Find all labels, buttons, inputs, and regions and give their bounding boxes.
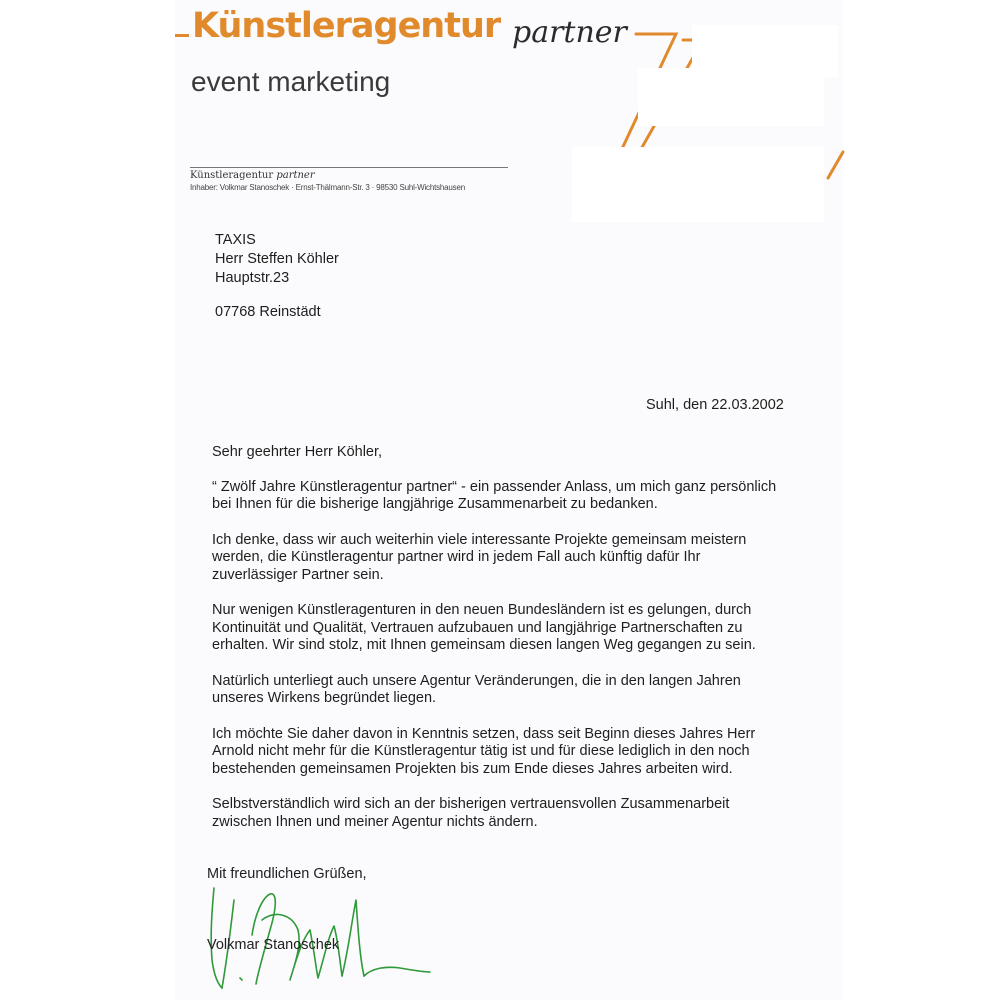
letterhead-subtitle: event marketing [191,66,391,97]
sender-company-name [190,170,315,181]
paragraph-line: bei Ihnen für die bisherige langjährige Zusammenarbeit zu bedanken. [212,496,658,512]
paragraph-line: werden, die Künstleragentur partner wird in jedem Fall auch künftig dafür Ihr [212,549,701,565]
salutation [212,444,812,462]
paragraph-line: “ Zwölf Jahre Künstleragentur partner“ - ein passender Anlass, um mich ganz persönlich [212,478,777,495]
logo-dash-mark [175,34,189,37]
paragraph-3 [212,602,812,655]
paragraph-line: Kontinuität und Qualität, Vertrauen aufzubauen und langjährige Partnerschaften zu [212,619,743,636]
logo-main-text: Künstleragentur [192,6,501,46]
sender-rule [190,167,508,168]
paragraph-line: Selbstverständlich wird sich an der bisherigen vertrauensvollen Zusammenarbeit [212,796,730,812]
paragraph-line: zuverlässiger Partner sein. [212,566,384,583]
logo-partner-text: partner [512,15,627,50]
redacted-block-3 [572,147,824,222]
closing-phrase: Mit freundlichen Grüßen, [207,866,367,882]
paragraph-4 [212,673,812,708]
recipient-city: 07768 Reinstädt [215,304,321,320]
recipient-line-2: Herr Steffen Köhler [215,251,339,267]
letter-body [212,444,812,849]
recipient-address [215,231,339,322]
paragraph-line: Ich denke, dass wir auch weiterhin viele interessante Projekte gemeinsam meistern [212,531,747,548]
paragraph-line: Nur wenigen Künstleragenturen in den neuen Bundesländern ist es gelungen, durch [212,602,752,618]
signatory-name: Volkmar Stanoschek [207,937,340,953]
paragraph-line: Arnold nicht mehr für die Künstleragentur tätig ist und für diese lediglich in den noch [212,743,750,759]
recipient-line-3: Hauptstr.23 [215,270,290,286]
company-logo [175,6,675,56]
recipient-line-1: TAXIS [215,232,256,248]
paragraph-line: Ich möchte Sie daher davon in Kenntnis setzen, dass seit Beginn dieses Jahres Herr [212,725,756,742]
paragraph-1 [212,479,812,514]
paragraph-5 [212,726,812,779]
sender-name-regular: Künstleragentur [190,170,274,181]
paragraph-line: unseres Wirkens begründet liegen. [212,690,437,706]
letter-date: Suhl, den 22.03.2002 [646,397,784,413]
paragraph-line: Natürlich unterliegt auch unsere Agentur Veränderungen, die in den langen Jahren [212,672,741,689]
sender-name-italic: partner [276,170,315,181]
paragraph-line: zwischen Ihnen und meiner Agentur nichts ändern. [212,813,538,830]
paragraph-line: bestehenden gemeinsamen Projekten bis zum Ende dieses Jahres arbeiten wird. [212,760,733,777]
sender-address-line: Inhaber: Volkmar Stanoschek · Ernst-Thälmann-Str. 3 · 98530 Suhl-Wichtshausen [190,183,465,192]
paragraph-2 [212,532,812,585]
paragraph-line: erhalten. Wir sind stolz, mit Ihnen gemeinsam diesen langen Weg gegangen zu sein. [212,637,756,653]
salutation-text: Sehr geehrter Herr Köhler, [212,444,383,460]
paragraph-6 [212,796,812,831]
redacted-block-2 [638,68,824,126]
